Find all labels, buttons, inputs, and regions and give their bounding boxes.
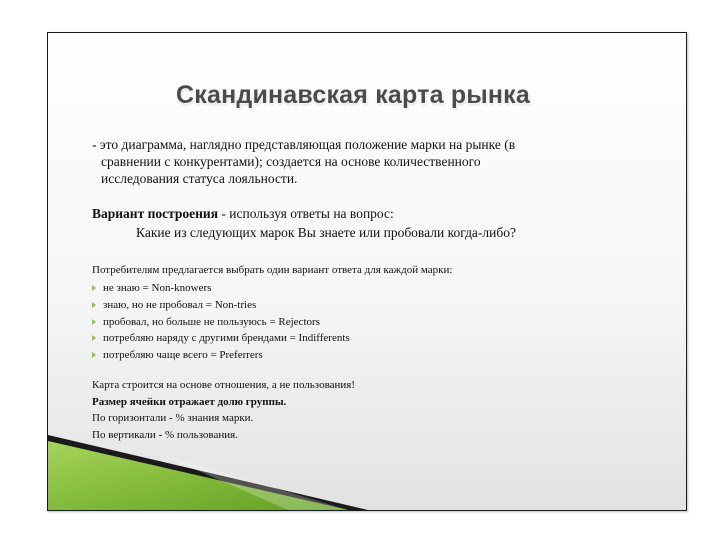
list-item (92, 297, 350, 314)
list-item-text: не знаю = Non-knowers (103, 282, 212, 294)
variant-label: Вариант построения (92, 206, 219, 221)
list-item (92, 280, 350, 297)
variant-line (92, 205, 394, 223)
intro-line-1: - это диаграмма, наглядно представляющая положение марки на рынке (в (92, 137, 516, 152)
bullet-arrow-icon (92, 302, 96, 308)
variant-text: - используя ответы на вопрос: (218, 206, 394, 221)
list-item-text: потребляю чаще всего = Preferrers (103, 349, 263, 362)
answer-options-list (92, 280, 350, 364)
closing-line-2: Размер ячейки отражает долю группы. (92, 395, 287, 408)
closing-notes (92, 377, 355, 443)
list-item (92, 330, 350, 347)
slide (47, 32, 687, 511)
list-item-text: пробовал, но больше не пользуюсь = Rejectors (103, 315, 320, 328)
list-item (92, 347, 350, 364)
list-item-text: знаю, но не пробовал = Non-tries (103, 298, 257, 311)
closing-line-1: Карта строится на основе отношения, а не пользования! (92, 379, 356, 391)
list-item (92, 314, 350, 331)
question-text: Какие из следующих марок Вы знаете или пробовали когда-либо? (136, 225, 516, 240)
bullet-arrow-icon (92, 352, 96, 358)
intro-line-2: сравнении с конкурентами); создается на основе количественного (101, 154, 481, 169)
closing-line-4: По вертикали - % пользования. (92, 428, 238, 441)
bullet-arrow-icon (92, 319, 96, 325)
closing-line-3: По горизонтали - % знания марки. (92, 412, 254, 424)
consumers-intro: Потребителям предлагается выбрать один вариант ответа для каждой марки: (92, 264, 453, 276)
bullet-arrow-icon (92, 285, 96, 291)
list-item-text: потребляю наряду с другими брендами = Indifferents (103, 332, 350, 345)
intro-line-3: исследования статуса лояльности. (101, 171, 298, 186)
slide-title: Скандинавская карта рынка (176, 81, 530, 109)
bullet-arrow-icon (92, 335, 96, 341)
intro-paragraph (92, 136, 515, 187)
